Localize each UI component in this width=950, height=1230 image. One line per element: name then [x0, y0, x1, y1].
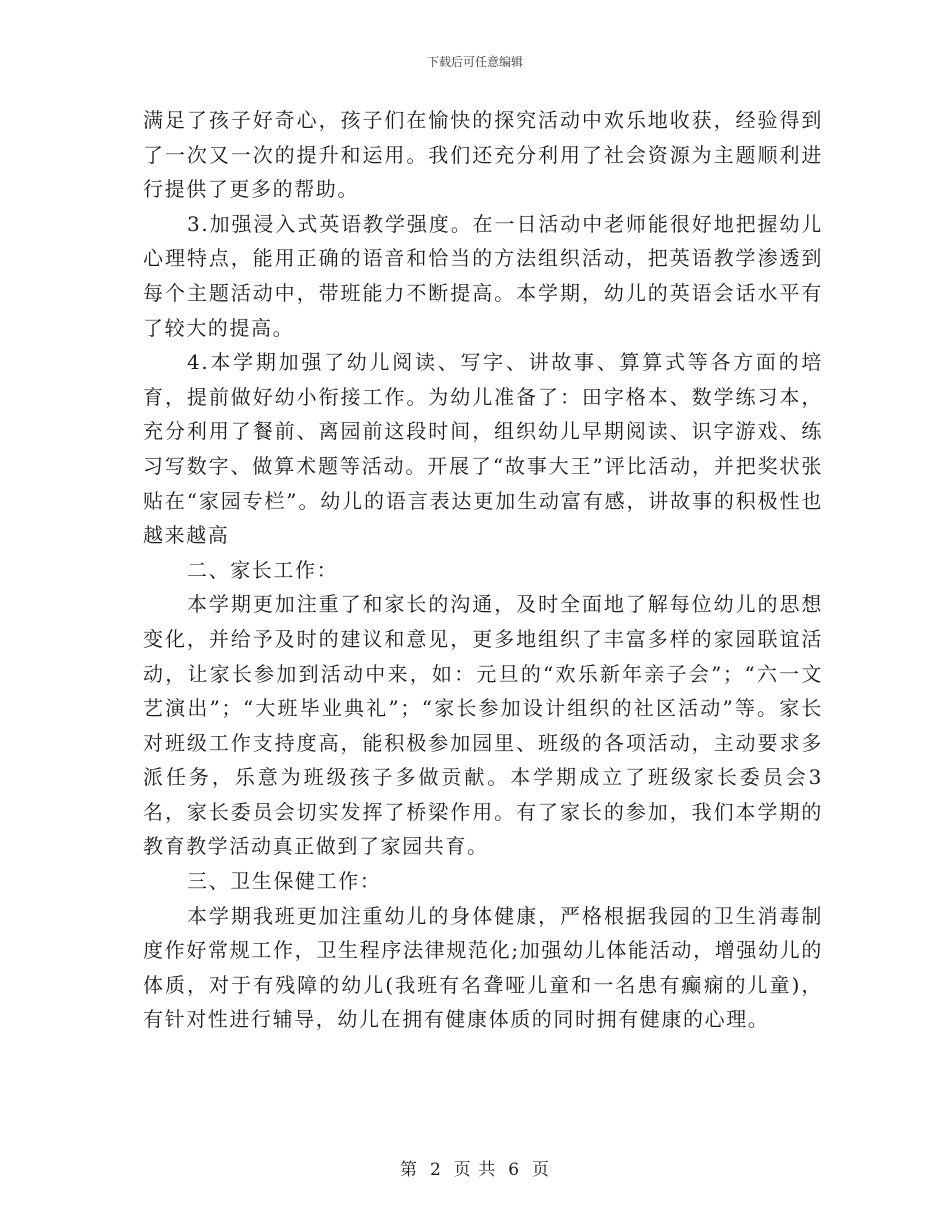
page-number-prefix: 第	[399, 1160, 418, 1180]
page-header: 下载后可任意编辑	[426, 55, 523, 69]
total-page-count: 6	[508, 1160, 521, 1180]
page-footer	[0, 1155, 950, 1180]
paragraph: 4.本学期加强了幼儿阅读、写字、讲故事、算算式等各方面的培育，提前做好幼小衔接工作。为幼儿准备了：田字格本、数学练习本，充分利用了餐前、离园前这段时间，组织幼儿早期阅读、识字游戏、练习写数字、做算术题等活动。开展了“故事大王”评比活动，并把奖状张贴在“家园专栏”。幼儿的语言表达更加生动富有感，讲故事的积极性也越来越高	[143, 350, 823, 548]
section-heading: 二、家长工作：	[187, 557, 339, 582]
paragraph: 满足了孩子好奇心，孩子们在愉快的探究活动中欢乐地收获，经验得到了一次又一次的提升和运用。我们还充分利用了社会资源为主题顺利进行提供了更多的帮助。	[143, 108, 823, 202]
paragraph: 本学期更加注重了和家长的沟通，及时全面地了解每位幼儿的思想变化，并给予及时的建议和意见，更多地组织了丰富多样的家园联谊活动，让家长参加到活动中来，如：元旦的“欢乐新年亲子会”；“六一文艺演出”；“大班毕业典礼”；“家长参加设计组织的社区活动”等。家长对班级工作支持度高，能积极参加园里、班级的各项活动，主动要求多派任务，乐意为班级孩子多做贡献。本学期成立了班级家长委员会3名，家长委员会切实发挥了桥梁作用。有了家长的参加，我们本学期的教育教学活动真正做到了家园共育。	[143, 592, 823, 859]
paragraph: 本学期我班更加注重幼儿的身体健康，严格根据我园的卫生消毒制度作好常规工作，卫生程序法律规范化;加强幼儿体能活动，增强幼儿的体质，对于有残障的幼儿(我班有名聋哑儿童和一名患有癫痫的儿童)，有针对性进行辅导，幼儿在拥有健康体质的同时拥有健康的心理。	[143, 903, 823, 1032]
paragraph: 3.加强浸入式英语教学强度。在一日活动中老师能很好地把握幼儿心理特点，能用正确的语音和恰当的方法组织活动，把英语教学渗透到每个主题活动中，带班能力不断提高。本学期，幼儿的英语会话水平有了较大的提高。	[143, 211, 823, 340]
page-number-suffix: 页	[532, 1160, 551, 1180]
page-number-middle: 页 共	[453, 1160, 497, 1180]
section-heading: 三、卫生保健工作：	[187, 869, 382, 894]
current-page-number: 2	[429, 1160, 442, 1180]
document-body	[143, 103, 823, 1037]
